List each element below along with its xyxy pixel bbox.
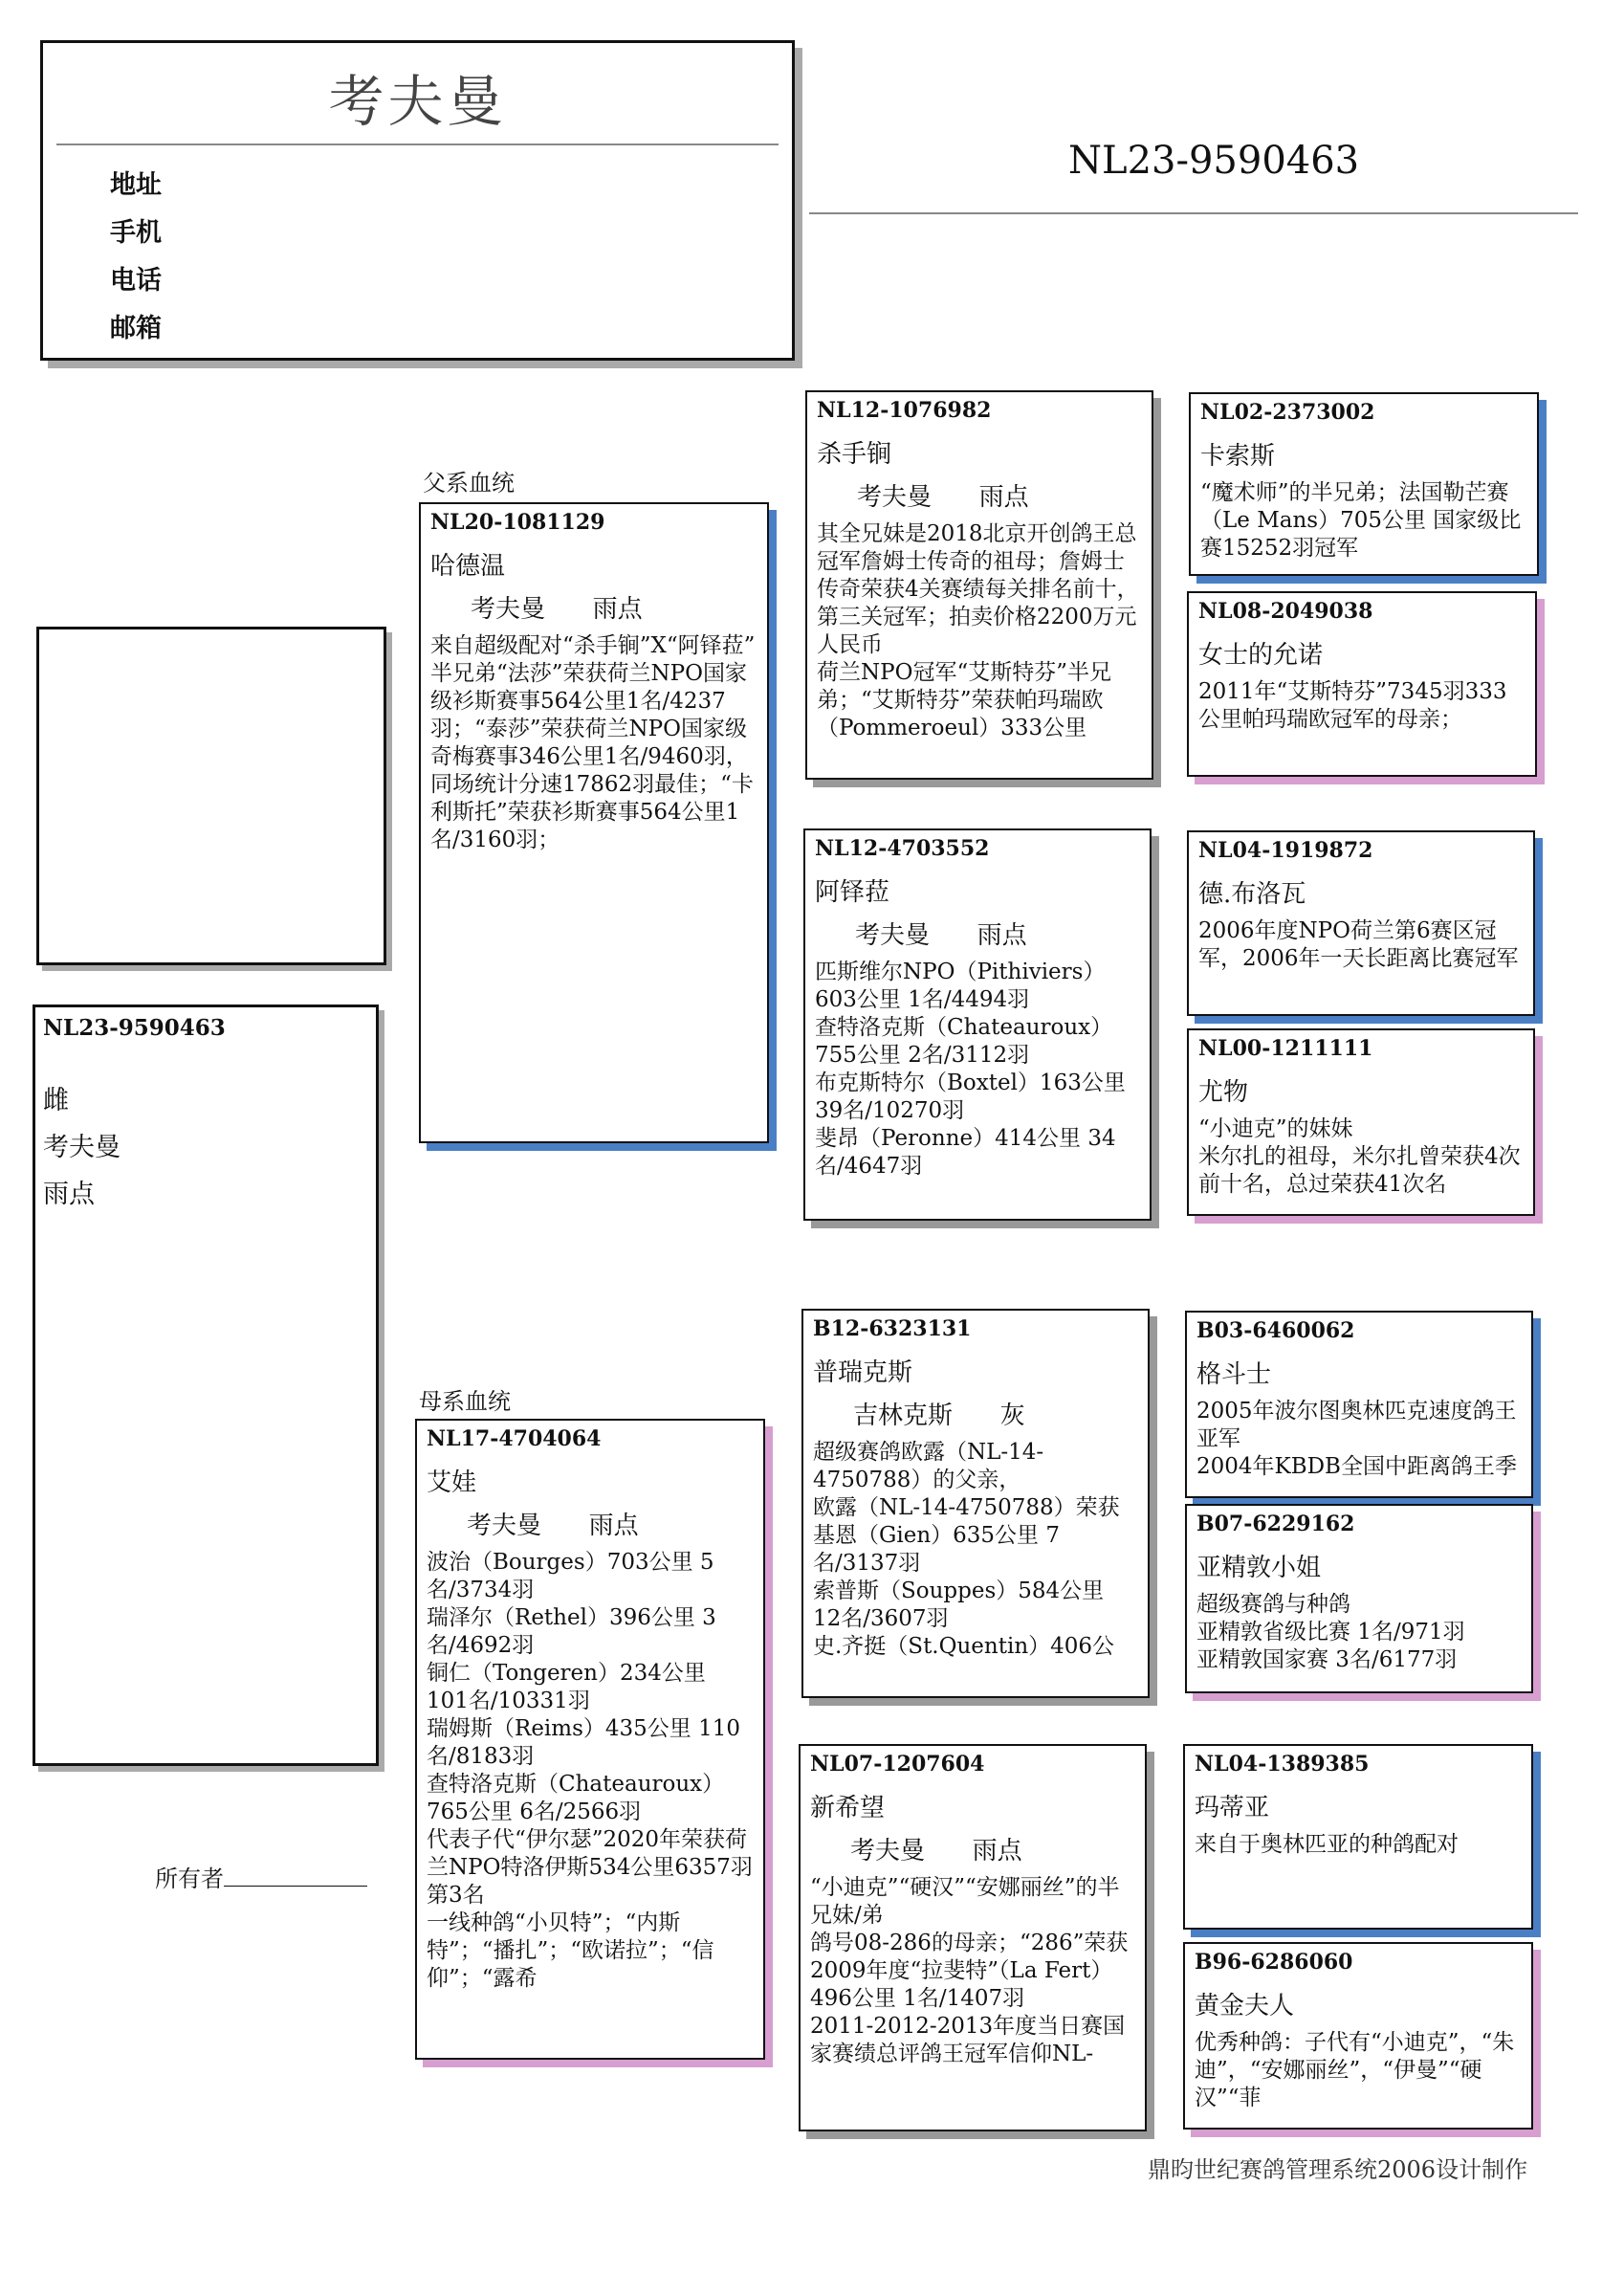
subject-sex: 雌 (43, 1086, 69, 1115)
sdd-ring: NL00-1211111 (1198, 1036, 1373, 1061)
address-label: 地址 (110, 170, 162, 200)
dss-name: 格斗士 (1196, 1360, 1272, 1389)
ss-name: 杀手锏 (817, 440, 892, 469)
ddd-ring: B96-6286060 (1195, 1950, 1353, 1975)
sss-info: “魔术师”的半兄弟；法国勒芒赛（Le Mans）705公里 国家级比赛15252羽冠军 (1200, 480, 1522, 561)
dds-card (1183, 1744, 1533, 1930)
dd-name: 新希望 (810, 1794, 886, 1822)
ssd-ring: NL08-2049038 (1198, 599, 1373, 624)
ss-breed: 考夫曼 雨点 (857, 483, 1029, 512)
ring-divider (809, 212, 1578, 214)
ssd-info: 2011年“艾斯特芬”7345羽333公里帕玛瑞欧冠军的母亲； (1198, 679, 1507, 732)
sss-card (1189, 392, 1539, 576)
sd-ring: NL12-4703552 (815, 836, 990, 861)
phone-label: 电话 (110, 266, 162, 296)
subject-color: 雨点 (43, 1180, 95, 1209)
dds-name: 玛蒂亚 (1195, 1794, 1270, 1822)
ddd-name: 黄金夫人 (1195, 1992, 1295, 2020)
owner-header-box (40, 40, 795, 361)
dam-dam-card (799, 1744, 1147, 2131)
contact-labels (110, 164, 162, 355)
dam-card (415, 1419, 765, 2060)
dam-section-label: 母系血统 (419, 1388, 511, 1415)
subject-pigeon-box (33, 1004, 379, 1766)
sd-name: 阿铎菈 (815, 878, 890, 907)
dds-ring: NL04-1389385 (1195, 1752, 1370, 1777)
footer-credit: 鼎昀世纪赛鸽管理系统2006设计制作 (1148, 2156, 1528, 2183)
sire-card (419, 502, 769, 1143)
ddd-info: 优秀种鸽：子代有“小迪克”，“朱迪”，“安娜丽丝”，“伊曼”“硬汉”“菲 (1195, 2030, 1515, 2110)
sds-ring: NL04-1919872 (1198, 838, 1373, 863)
dd-info: “小迪克”“硬汉”“安娜丽丝”的半兄妹/弟 鸽号08-286的母亲；“286”荣获2009年度“拉斐特”（La Fert）496公里 1名/1407羽 2011-2012-2013年度当日赛国家赛绩总评鸽王冠军信仰NL- (810, 1875, 1129, 2066)
dsd-card (1185, 1504, 1533, 1693)
dss-info: 2005年波尔图奥林匹克速度鸽王亚军 2004年KBDB全国中距离鸽王季 (1196, 1399, 1517, 1479)
dam-name: 艾娃 (427, 1468, 477, 1497)
ds-ring: B12-6323131 (813, 1316, 972, 1341)
sss-name: 卡索斯 (1200, 442, 1276, 471)
ds-info: 超级赛鸽欧露（NL-14-4750788）的父亲， 欧露（NL-14-4750788）荣获基恩（Gien）635公里 7名/3137羽 索普斯（Souppes）584公里 12名/3607羽 史.齐挺（St.Quentin）406公 (813, 1440, 1120, 1659)
dss-ring: B03-6460062 (1196, 1318, 1355, 1343)
ddd-card (1183, 1942, 1533, 2130)
ss-ring: NL12-1076982 (817, 398, 992, 423)
sds-info: 2006年度NPO荷兰第6赛区冠军，2006年一天长距离比赛冠军 (1198, 918, 1519, 971)
ds-breed: 吉林克斯 灰 (853, 1402, 1025, 1430)
ssd-card (1187, 591, 1537, 777)
pigeon-ring-number: NL23-9590463 (1068, 139, 1360, 183)
sdd-card (1187, 1028, 1535, 1216)
mobile-label: 手机 (110, 218, 162, 248)
sire-ring: NL20-1081129 (430, 510, 605, 535)
owner-signature (155, 1860, 367, 1893)
dam-info: 波治（Bourges）703公里 5名/3734羽 瑞泽尔（Rethel）396公里 3名/4692羽 铜仁（Tongeren）234公里 101名/10331羽 瑞姆斯（Reims）435公里 110名/8183羽 查特洛克斯（Chateauroux）765公里 6名/2566羽 代表子代“伊尔瑟”2020年荣获荷兰NPO特洛伊斯534公里6357羽第3名 一线种鸽“小贝特”；“内斯特”；“播扎”；“欧诺拉”；“信仰”；“露希 (427, 1550, 753, 1991)
dam-ring: NL17-4704064 (427, 1426, 602, 1451)
dsd-ring: B07-6229162 (1196, 1512, 1355, 1536)
subject-ring: NL23-9590463 (43, 1015, 226, 1041)
sss-ring: NL02-2373002 (1200, 400, 1375, 425)
dd-breed: 考夫曼 雨点 (850, 1837, 1022, 1866)
sire-name: 哈德温 (430, 552, 506, 581)
sire-sire-card (805, 390, 1153, 780)
sdd-info: “小迪克”的妹妹 米尔扎的祖母，米尔扎曾荣获4次前十名，总过荣获41次名 (1198, 1116, 1521, 1197)
dsd-name: 亚精敦小姐 (1196, 1554, 1322, 1582)
header-divider (56, 144, 779, 145)
sire-breed: 考夫曼 雨点 (471, 595, 643, 624)
ds-name: 普瑞克斯 (813, 1358, 913, 1387)
owner-line (224, 1886, 367, 1887)
email-label: 邮箱 (110, 314, 162, 343)
dam-breed: 考夫曼 雨点 (467, 1512, 639, 1540)
subject-breeder: 考夫曼 (43, 1133, 121, 1162)
dss-card (1185, 1311, 1533, 1498)
sire-dam-card (803, 828, 1152, 1221)
sd-breed: 考夫曼 雨点 (855, 921, 1027, 950)
ss-info: 其全兄妹是2018北京开创鸽王总冠军詹姆士传奇的祖母；詹姆士传奇荣获4关赛绩每关排名前十，第三关冠军；拍卖价格2200万元人民币 荷兰NPO冠军“艾斯特芬”半兄弟；“艾斯特芬”荣获帕玛瑞欧（Pommeroeul）333公里 (817, 521, 1139, 740)
owner-name: 考夫曼 (328, 69, 507, 134)
sds-card (1187, 830, 1535, 1016)
sire-info: 来自超级配对“杀手锏”X“阿铎菈” 半兄弟“法莎”荣获荷兰NPO国家级衫斯赛事564公里1名/4237羽；“泰莎”荣获荷兰NPO国家级奇梅赛事346公里1名/9460羽，同场统计分速17862羽最佳；“卡利斯托”荣获衫斯赛事564公里1名/3160羽； (430, 633, 756, 852)
dsd-info: 超级赛鸽与种鸽 亚精敦省级比赛 1名/971羽 亚精敦国家赛 3名/6177羽 (1196, 1592, 1465, 1672)
sire-section-label: 父系血统 (423, 470, 515, 497)
dds-info: 来自于奥林匹亚的种鸽配对 (1195, 1832, 1459, 1857)
photo-placeholder (36, 627, 386, 965)
sd-info: 匹斯维尔NPO（Pithiviers）603公里 1名/4494羽 查特洛克斯（Chateauroux）755公里 2名/3112羽 布克斯特尔（Boxtel）163公里 39名/10270羽 斐昂（Peronne）414公里 34名/4647羽 (815, 960, 1126, 1179)
dam-sire-card (801, 1309, 1150, 1698)
sds-name: 德.布洛瓦 (1198, 880, 1306, 909)
ssd-name: 女士的允诺 (1198, 641, 1324, 670)
owner-label: 所有者 (155, 1866, 224, 1892)
sdd-name: 尤物 (1198, 1078, 1249, 1107)
dd-ring: NL07-1207604 (810, 1752, 985, 1777)
